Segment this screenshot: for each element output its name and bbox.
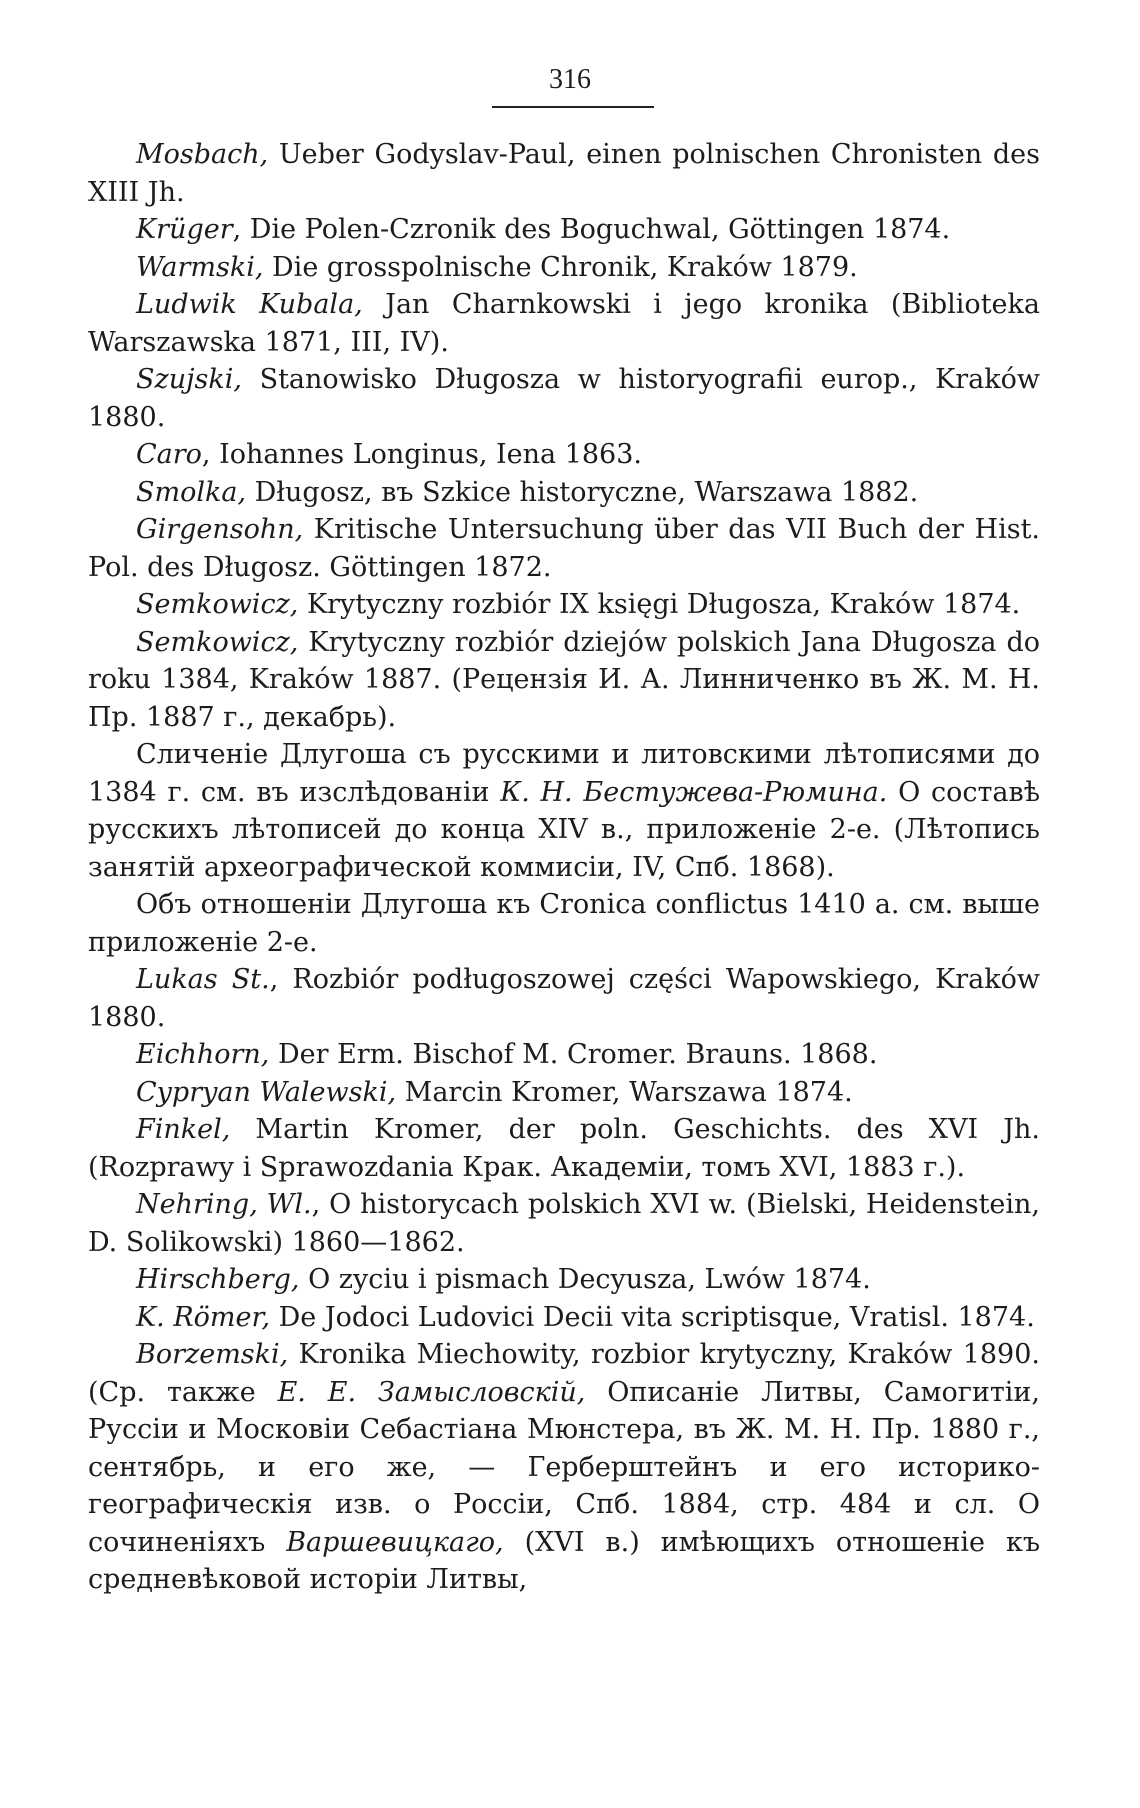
page-number: 316 [549, 64, 591, 95]
entry-text: De Jodoci Ludovici Decii vita scriptisque, Vratisl. 1874. [270, 1301, 1035, 1333]
bibliography-entry [88, 1036, 1040, 1074]
bibliography-entry [88, 286, 1040, 361]
bibliography-entry [88, 1336, 1040, 1599]
entry-author: Smolka, [136, 476, 247, 508]
entry-author: Hirschberg, [136, 1264, 300, 1295]
entry-text: O zyciu i pismach Decyusza, Lwów 1874. [299, 1264, 871, 1295]
entry-author: K. Römer, [136, 1301, 271, 1333]
entry-author: Cypryan Walewski, [136, 1076, 397, 1108]
entry-text: Krytyczny rozbiór IX księgi Długosza, Kraków 1874. [298, 589, 1021, 620]
entry-text: Marcin Kromer, Warszawa 1874. [396, 1076, 853, 1108]
entry-text: Ueber Godyslav-Paul, einen polnischen Chronisten des XIII Jh. [88, 139, 1040, 208]
entry-text: Описаніе Литвы, Самогитіи, Руссіи и Московіи Себастіана Мюнстера, въ Ж. М. Н. Пр. 1880 г., сентябрь, и его же, — Герберштейнъ и его историко-географическія изв. о Россіи, Спб. 1884, стр. 484 и сл. О сочиненіяхъ [88, 1376, 1041, 1558]
entry-author: Eichhorn, [136, 1039, 270, 1070]
bibliography-entry [88, 1186, 1040, 1261]
entry-text: Объ отношеніи Длугоша къ Cronica conflictus 1410 a. см. выше приложеніе 2-е. [88, 889, 1040, 958]
bibliography-entry [88, 474, 1040, 512]
bibliography-entry [88, 136, 1040, 211]
entry-text: , O historycach polskich XVI w. (Bielski, Heidenstein, D. Solikowski) 1860—1862. [88, 1189, 1041, 1258]
entry-text: Krytyczny rozbiór dziejów polskich Jana Długosza do roku 1384, Kraków 1887. (Рецензія И. А. Линниченко въ Ж. М. Н. Пр. 1887 г., декабрь). [88, 626, 1040, 733]
bibliography-entry [88, 624, 1040, 737]
entry-text: , Die Polen-Czronik des Boguchwal, Göttingen 1874. [232, 214, 951, 245]
entry-author: Е. Е. Замысловскій, [277, 1376, 586, 1408]
entry-text: Kronika Miechowity, rozbior krytyczny, Kraków 1890. (Ср. также [88, 1339, 1040, 1408]
entry-text: Der Erm. Bischof M. Cromer. Brauns. 1868. [269, 1039, 878, 1070]
entry-text: Stanowisko Długosza w historyografii europ., Kraków 1880. [88, 364, 1040, 433]
entry-author: Warmski, [136, 251, 264, 283]
bibliography-entry [88, 1261, 1040, 1299]
bibliography-entry [88, 736, 1040, 886]
entry-author: Mosbach, [136, 139, 269, 170]
entry-text: Jan Charnkowski i jego kronika (Biblioteka Warszawska 1871, III, IV). [88, 289, 1040, 358]
entry-text: Martin Kromer, der poln. Geschichts. des XVI Jh. (Rozprawy i Sprawozdania Крак. Академіи, томъ XVI, 1883 г.). [88, 1114, 1040, 1183]
entry-text: О составѣ русскихъ лѣтописей до конца XIV в., приложеніе 2-е. (Лѣтопись занятій археографической коммисіи, IV, Спб. 1868). [88, 776, 1040, 883]
entry-text: Długosz, въ Szkice historyczne, Warszawa 1882. [246, 476, 919, 508]
entry-text: (XVI в.) имѣющихъ отношеніе къ средневѣковой исторіи Литвы, [88, 1526, 1040, 1595]
entry-text: , Iohannes Longinus, Iena 1863. [201, 439, 642, 470]
bibliography-entry [88, 1111, 1040, 1186]
entry-author: Nehring, Wl. [136, 1189, 312, 1220]
bibliography-entry [88, 361, 1040, 436]
bibliography-entry [88, 211, 1040, 249]
entry-author: Semkowicz, [136, 589, 299, 620]
bibliography-entry [88, 436, 1040, 474]
entry-author: Krüger [136, 214, 233, 245]
entry-text: Сличеніе Длугоша съ русскими и литовскими лѣтописями до 1384 г. см. въ изслѣдованіи [88, 739, 1040, 808]
bibliography-entry [88, 511, 1040, 586]
bibliography-entry [88, 961, 1040, 1036]
entry-text: , Rozbiór podługoszowej części Wapowskiego, Kraków 1880. [88, 964, 1040, 1033]
entry-author: Szujski, [136, 364, 242, 395]
bibliography-entry [88, 586, 1040, 624]
bibliography-entry [88, 249, 1040, 287]
entry-author: Caro [136, 439, 202, 470]
entry-author: Finkel, [136, 1114, 231, 1145]
entry-author: Ludwik Kubala, [136, 289, 363, 320]
entry-author: Lukas St. [136, 964, 270, 995]
entry-author: Girgensohn, [136, 514, 304, 545]
page-number-rule [492, 106, 654, 108]
entry-author: Borzemski, [136, 1339, 289, 1370]
bibliography-entry [88, 1074, 1040, 1112]
entry-text: Kritische Untersuchung über das VII Buch der Hist. Pol. des Długosz. Göttingen 1872. [88, 514, 1040, 583]
entry-author: Semkowicz, [136, 626, 299, 658]
bibliography-entry [88, 1299, 1040, 1337]
bibliography-list [88, 136, 1040, 1599]
entry-author: Варшевицкаго, [286, 1526, 504, 1558]
entry-author: К. Н. Бестужева-Рюмина. [500, 776, 888, 808]
entry-text: Die grosspolnische Chronik, Kraków 1879. [263, 251, 858, 283]
bibliography-entry [88, 886, 1040, 961]
